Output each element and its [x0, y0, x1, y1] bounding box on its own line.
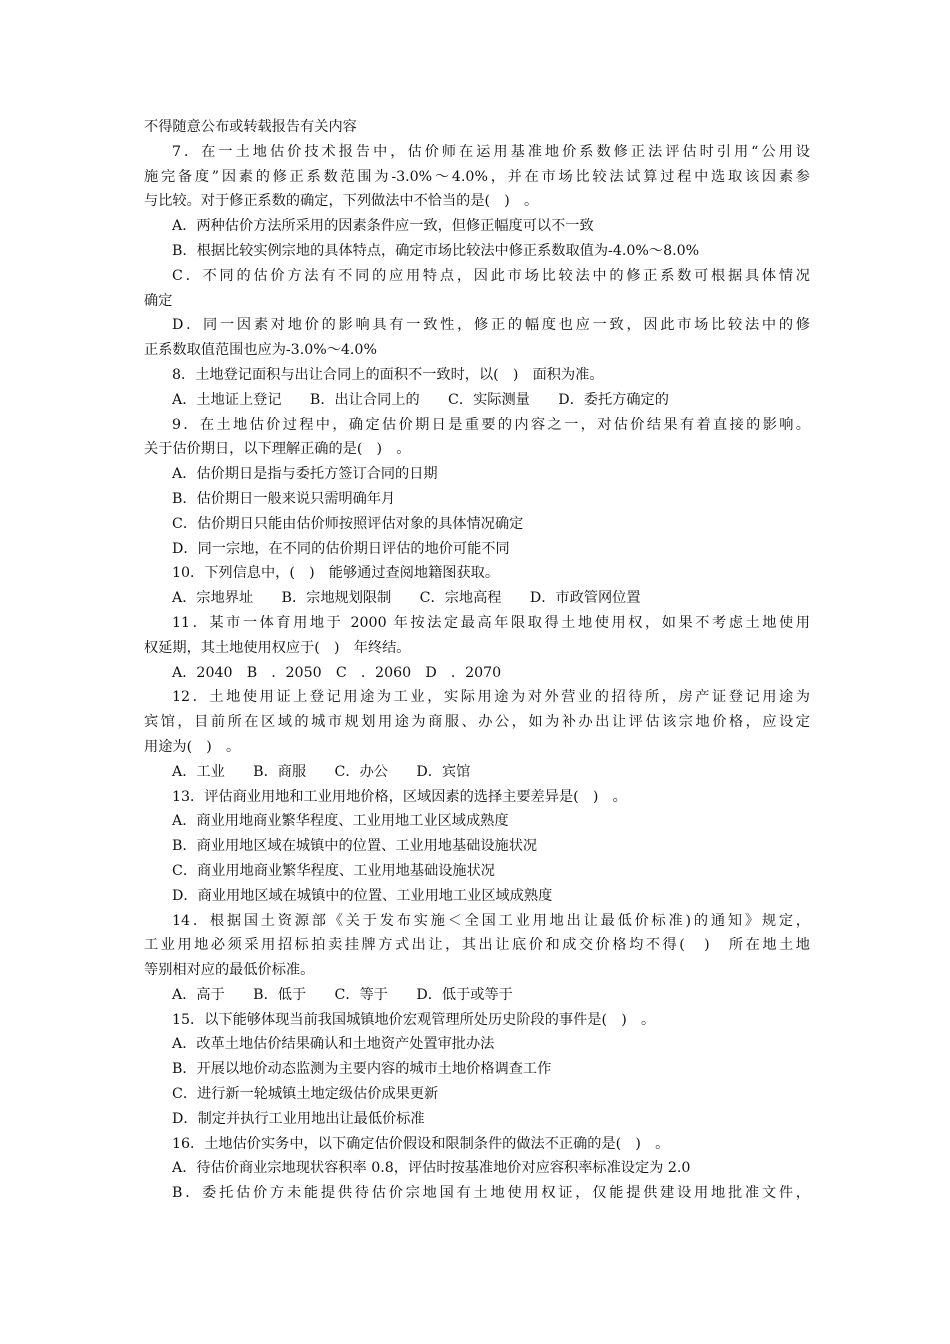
- text-line: 施完备度”因素的修正系数范围为-3.0%～4.0%，并在市场比较法试算过程中选取该因素参: [144, 168, 810, 185]
- text-line: C．商业用地商业繁华程度、工业用地基础设施状况: [172, 862, 495, 879]
- text-line: 13．评估商业用地和工业用地价格，区域因素的选择主要差异是( ) 。: [172, 788, 627, 805]
- text-line: 8．土地登记面积与出让合同上的面积不一致时，以( ) 面积为准。: [172, 366, 604, 383]
- text-line: D．同一因素对地价的影响具有一致性，修正的幅度也应一致，因此市场比较法中的修: [172, 317, 810, 334]
- text-line: A．宗地界址 B．宗地规划限制 C．宗地高程 D．市政管网位置: [172, 590, 641, 607]
- text-line: 确定: [144, 292, 173, 309]
- text-line: 14．根据国土资源部《关于发布实施＜全国工业用地出让最低价标准)的通知》规定，: [172, 912, 810, 929]
- text-line: A．商业用地商业繁华程度、工业用地工业区域成熟度: [172, 813, 509, 830]
- text-line: B．商业用地区域在城镇中的位置、工业用地基础设施状况: [172, 838, 538, 855]
- text-line: 12．土地使用证上登记用途为工业，实际用途为对外营业的招待所，房产证登记用途为: [172, 689, 810, 706]
- text-line: 权延期，其土地使用权应于( ) 年终结。: [144, 639, 411, 656]
- text-line: A．估价期日是指与委托方签订合同的日期: [172, 466, 438, 483]
- text-line: C．不同的估价方法有不同的应用特点，因此市场比较法中的修正系数可根据具体情况: [172, 267, 810, 284]
- text-line: 正系数取值范围也应为-3.0%～4.0%: [144, 342, 377, 359]
- text-line: 16．土地估价实务中，以下确定估价假设和限制条件的做法不正确的是( ) 。: [172, 1135, 670, 1152]
- text-line: D．商业用地区域在城镇中的位置、工业用地工业区域成熟度: [172, 887, 553, 904]
- text-line: 用途为( ) 。: [144, 738, 241, 755]
- text-line: 9．在土地估价过程中，确定估价期日是重要的内容之一，对估价结果有着直接的影响。: [172, 416, 810, 433]
- text-line: 与比较。对于修正系数的确定，下列做法中不恰当的是( ) 。: [144, 193, 539, 210]
- text-line: A．改革土地估价结果确认和土地资产处置审批办法: [172, 1036, 495, 1053]
- text-line: A．两种估价方法所采用的因素条件应一致，但修正幅度可以不一致: [172, 218, 594, 235]
- text-line: 宾馆，目前所在区域的城市规划用途为商服、办公，如为补办出让评估该宗地价格，应设定: [144, 714, 810, 731]
- text-line: D．同一宗地，在不同的估价期日评估的地价可能不同: [172, 540, 510, 557]
- text-line: B．委托估价方未能提供待估价宗地国有土地使用权证，仅能提供建设用地批准文件，: [172, 1185, 810, 1202]
- text-line: 15．以下能够体现当前我国城镇地价宏观管理所处历史阶段的事件是( ) 。: [172, 1011, 656, 1028]
- text-line: A．待估价商业宗地现状容积率 0.8，评估时按基准地价对应容积率标准设定为 2.0: [172, 1160, 691, 1177]
- text-line: A．高于 B．低于 C．等于 D．低于或等于: [172, 986, 513, 1003]
- text-line: A．2040 B ．2050 C ．2060 D ．2070: [172, 664, 502, 681]
- document-body: [144, 115, 810, 1206]
- text-line: 10．下列信息中，( ) 能够通过查阅地籍图获取。: [172, 565, 500, 582]
- text-line: D．制定并执行工业用地出让最低价标准: [172, 1110, 425, 1127]
- text-line: 工业用地必须采用招标拍卖挂牌方式出让，其出让底价和成交价格均不得( ) 所在地土地: [144, 937, 810, 954]
- text-line: 不得随意公布或转载报告有关内容: [144, 119, 357, 135]
- text-line: C．估价期日只能由估价师按照评估对象的具体情况确定: [172, 515, 524, 532]
- text-line: A．土地证上登记 B．出让合同上的 C．实际测量 D．委托方确定的: [172, 391, 669, 408]
- text-line: B．根据比较实例宗地的具体特点，确定市场比较法中修正系数取值为-4.0%～8.0%: [172, 242, 700, 259]
- text-line: B．开展以地价动态监测为主要内容的城市土地价格调查工作: [172, 1061, 552, 1078]
- text-line: C．进行新一轮城镇土地定级估价成果更新: [172, 1086, 439, 1103]
- text-line: 7．在一土地估价技术报告中，估价师在运用基准地价系数修正法评估时引用“公用设: [172, 143, 810, 160]
- text-line: 等别相对应的最低价标准。: [144, 962, 315, 979]
- text-line: B．估价期日一般来说只需明确年月: [172, 490, 396, 507]
- text-line: A．工业 B．商服 C．办公 D．宾馆: [172, 763, 471, 780]
- text-line: 关于估价期日，以下理解正确的是( ) 。: [144, 441, 411, 458]
- text-line: 11．某市一体育用地于 2000 年按法定最高年限取得土地使用权，如果不考虑土地使用: [172, 614, 810, 631]
